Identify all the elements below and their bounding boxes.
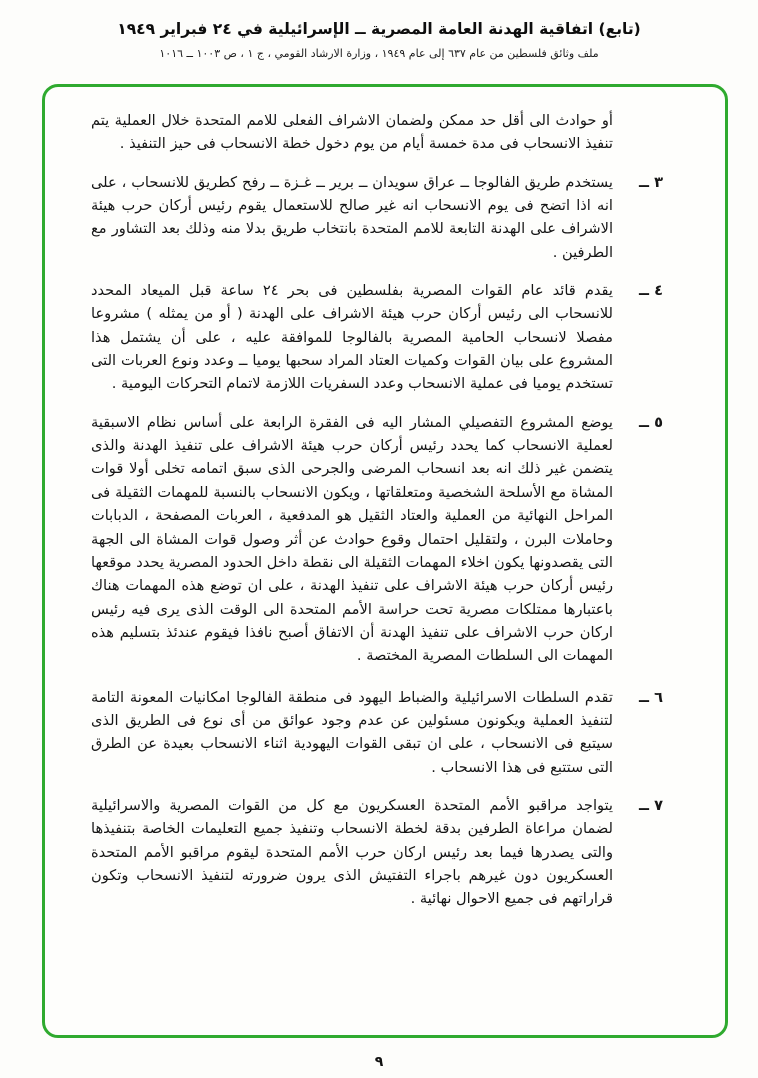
page-number: ٩ — [374, 1054, 384, 1070]
paragraph-continuation: أو حوادث الى أقل حد ممكن ولضمان الاشراف الفعلى للامم المتحدة خلال العملية يتم تنفيذ الانسحاب فى مدة خمسة أيام من يوم دخول خطة الانسحاب فى حيز التنفيذ . — [91, 112, 613, 153]
clause-number: ٤ ــ — [639, 282, 663, 300]
clause-text: تقدم السلطات الاسرائيلية والضباط اليهود فى منطقة الفالوجا امكانيات المعونة التامة لتنفيذ العملية ويكونون مسئولين عن عدم وجود عوائق من أى نوع فى الطريق الذى سيتبع فى الانسحاب ، على ان تبقى القوات اليهودية اثناء الانسحاب بعيدة عن الطرق التى ستتبع فى هذا الانسحاب . — [91, 688, 613, 776]
clause-text: يوضع المشروع التفصيلي المشار اليه فى الفقرة الرابعة على أساس نظام الاسبقية لعملية الانسحاب كما يحدد رئيس أركان حرب هيئة الاشراف على تنفيذ الهدنة والذى يتضمن غير ذلك انه بعد انسحاب المرضى والجرحى الذى سبق اتمامه تخلى أولا قوات المشاة مع الأسلحة الشخصية ومتعلقاتها ، ويكون الانسحاب بالنسبة للمهمات الثقيلة فى المراحل النهائية من العملية والعتاد الثقيل هو المدفعية ، العربات المصفحة ، الدبابات وحاملات البرن ، ولتقليل احتمال وقوع حوادث عن أثر وصول قوات المشاة الى الجهة التى يقصدونها يكون اخلاء المهمات الثقيلة الى نقطة داخل الحدود المصرية يحدد موقعها رئيس أركان حرب هيئة الاشراف على تنفيذ الهدنة ، على ان توضع هذه المهمات هناك باعتبارها ممتلكات مصرية تحت حراسة الأمم المتحدة الى الوقت الذى يرى فيه رئيس اركان حرب الاشراف على تنفيذ الهدنة أن الاتفاق أصبح نافذا فيقوم عندئذ بتسليم هذه المهمات الى السلطات المصرية المختصة . — [91, 413, 613, 665]
document-source-line: ملف وثائق فلسطين من عام ٦٣٧ إلى عام ١٩٤٩ ، وزارة الارشاد القومي ، ج ١ ، ص ١٠٠٣ ــ ١٠١٦ — [159, 47, 599, 60]
clause-item-5 — [91, 411, 663, 668]
document-title: (تابع) اتفاقية الهدنة العامة المصرية ــ الإسرائيلية في ٢٤ فبراير ١٩٤٩ — [117, 20, 641, 38]
clause-text: يقدم قائد عام القوات المصرية بفلسطين فى بحر ٢٤ ساعة قبل الميعاد المحدد للانسحاب الى رئيس أركان حرب هيئة الاشراف على الهدنة ( أو من يمثله ) مشروعا مفصلا لانسحاب الحامية المصرية بالفالوجا للموافقة عليه ، على أن يشتمل هذا المشروع على بيان القوات وكميات العتاد المراد سحبها يوميا ــ وعدد ونوع العربات التى تستخدم يوميا فى عملية الانسحاب وعدد السفريات اللازمة لاتمام التحركات اليومية . — [91, 282, 613, 393]
clause-text: يتواجد مراقبو الأمم المتحدة العسكريون مع كل من القوات المصرية والاسرائيلية لضمان مراعاة الطرفين بدقة لخطة الانسحاب وتنفيذ جميع التعليمات الخاصة بتنفيذها والتى يصدرها فيما بعد رئيس اركان حرب الأمم المتحدة ليقوم مراقبو الأمم المتحدة العسكريون دون غيرهم باجراء التفتيش الذى يرون ضرورته لتنفيذ الانسحاب وتكون قراراتهم فى جميع الاحوال نهائية . — [91, 796, 613, 908]
clause-item-3 — [91, 171, 663, 264]
clause-number: ٦ ــ — [639, 688, 663, 706]
document-header — [0, 0, 758, 60]
clause-item-6 — [91, 686, 663, 779]
clause-number: ٣ ــ — [639, 173, 663, 191]
content-border-box — [42, 84, 728, 1038]
clause-number: ٥ ــ — [639, 413, 663, 431]
clause-item-7 — [91, 794, 663, 911]
clause-number: ٧ ــ — [639, 796, 663, 814]
clause-text: يستخدم طريق الفالوجا ــ عراق سويدان ــ برير ــ غـزة ــ رفح كطريق للانسحاب ، على انه اذا اتضح فى يوم الانسحاب انه غير صالح للاستعمال يقوم رئيس أركان حرب هيئة الاشراف على الهدنة التابعة للامم المتحدة بانتخاب طريق بدلا منه وذلك بعد التشاور مع الطرفين . — [91, 173, 613, 261]
document-body — [45, 87, 725, 911]
clause-item-4 — [91, 279, 663, 396]
